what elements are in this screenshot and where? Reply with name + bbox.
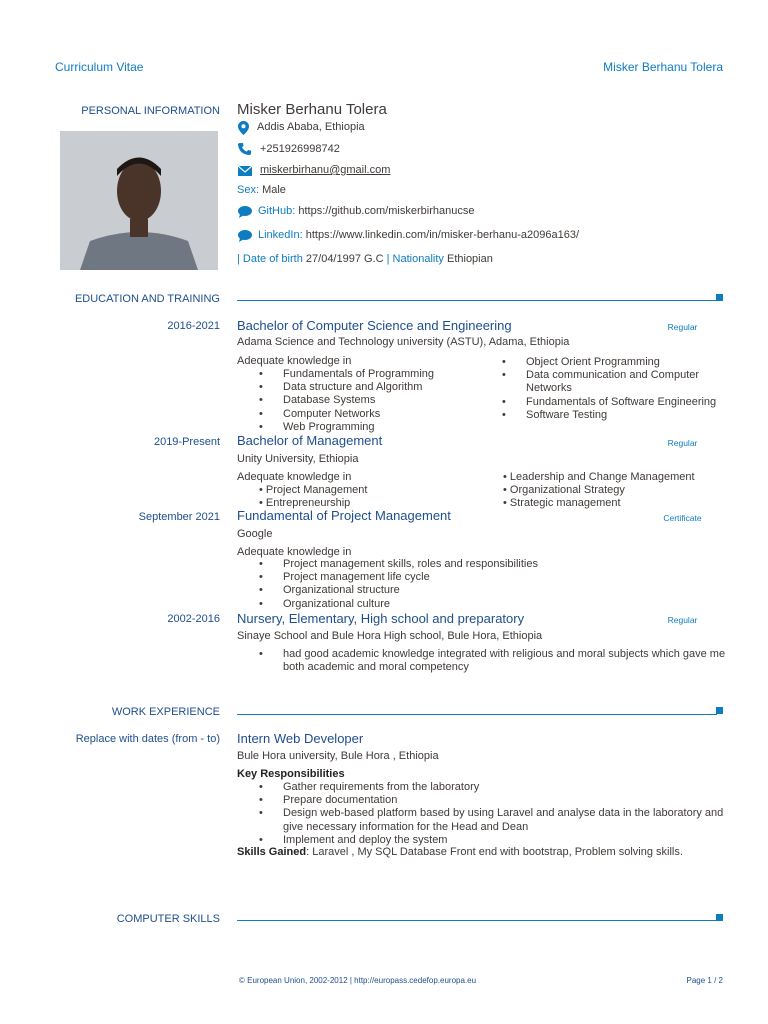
address: Addis Ababa, Ethiopia: [257, 121, 365, 133]
email-link[interactable]: miskerbirhanu@gmail.com: [260, 164, 391, 176]
github-row: [258, 205, 474, 217]
github-label: GitHub:: [258, 205, 296, 217]
divider-marker: [716, 707, 723, 714]
edu-org: Sinaye School and Bule Hora High school, Bule Hora, Ethiopia: [237, 630, 543, 642]
footer-page-number: Page 1 / 2: [686, 976, 723, 985]
list-item: • Gather requirements from the laboratory: [237, 781, 727, 794]
phone: +251926998742: [260, 143, 340, 155]
edu-knowledge-list: [237, 368, 497, 434]
dob-label: | Date of birth: [237, 253, 303, 265]
list-item: • Software Testing: [480, 409, 725, 422]
edu-date: September 2021: [138, 511, 220, 523]
list-item: • Fundamentals of Programming: [237, 368, 497, 381]
sex-value: Male: [262, 184, 286, 196]
section-divider: [237, 714, 717, 715]
skills-gained-label: Skills Gained: [237, 846, 307, 858]
section-divider: [237, 300, 717, 301]
list-item: • Project Management: [259, 484, 368, 496]
edu-org: Adama Science and Technology university (ASTU), Adama, Ethiopia: [237, 336, 570, 348]
edu-title: Fundamental of Project Management: [237, 508, 451, 523]
github-link[interactable]: https://github.com/miskerbirhanucse: [298, 205, 475, 217]
work-org: Bule Hora university, Bule Hora , Ethiopia: [237, 750, 439, 762]
edu-date: 2002-2016: [167, 613, 220, 625]
nationality-value: Ethiopian: [446, 253, 493, 265]
header-left: Curriculum Vitae: [55, 60, 144, 74]
email-icon: [238, 166, 252, 176]
edu-org: Google: [237, 528, 273, 540]
list-item: • Web Programming: [237, 421, 497, 434]
list-item: • Database Systems: [237, 394, 497, 407]
list-item: • Data communication and Computer Networks: [480, 369, 725, 395]
list-item: • Organizational Strategy: [503, 484, 625, 497]
list-item: • Leadership and Change Management: [503, 471, 695, 483]
profile-photo: [60, 131, 218, 270]
work-section-label: WORK EXPERIENCE: [111, 706, 220, 718]
edu-intro: Adequate knowledge in: [237, 471, 352, 483]
edu-knowledge-list: [237, 648, 727, 674]
linkedin-row: [258, 229, 579, 241]
edu-badge: Regular: [667, 615, 698, 625]
list-item: • Object Orient Programming: [480, 356, 725, 369]
sex-row: [237, 184, 286, 196]
edu-knowledge-list-right: [480, 356, 725, 422]
header-right: Misker Berhanu Tolera: [603, 60, 723, 74]
edu-knowledge-list: [259, 484, 459, 510]
section-divider: [237, 920, 717, 921]
list-item: • Entrepreneurship: [259, 497, 351, 510]
edu-title: Nursery, Elementary, High school and preparatory: [237, 611, 525, 626]
list-item: • Project management skills, roles and responsibilities: [237, 558, 657, 571]
list-item: • Strategic management: [503, 497, 621, 510]
work-date: Replace with dates (from - to): [75, 733, 220, 745]
edu-intro: Adequate knowledge in: [237, 355, 352, 367]
location-pin-icon: [238, 121, 249, 135]
phone-icon: [238, 143, 251, 155]
sex-label: Sex:: [237, 184, 260, 196]
responsibilities-label: Key Responsibilities: [237, 768, 345, 780]
footer-copyright: © European Union, 2002-2012 | http://europass.cedefop.europa.eu: [239, 976, 477, 985]
list-item: • Computer Networks: [237, 408, 497, 421]
list-item: • Design web-based platform based by using Laravel and analyse data in the laboratory and give necessary information for the Head and Dean: [237, 807, 727, 833]
skills-gained-value: : Laravel , My SQL Database Front end with bootstrap, Problem solving skills.: [306, 846, 683, 858]
dob-value: 27/04/1997 G.C: [305, 253, 384, 265]
personal-section-label: PERSONAL INFORMATION: [81, 105, 220, 117]
edu-title: Bachelor of Management: [237, 433, 383, 448]
divider-marker: [716, 914, 723, 921]
edu-badge: Regular: [667, 438, 698, 448]
edu-intro: Adequate knowledge in: [237, 546, 352, 558]
edu-title: Bachelor of Computer Science and Engineering: [237, 318, 512, 333]
list-item: • Organizational culture: [237, 598, 657, 611]
edu-org: Unity University, Ethiopia: [237, 453, 359, 465]
chat-bubble-icon: [238, 230, 252, 242]
linkedin-label: LinkedIn:: [258, 229, 303, 241]
list-item: • Fundamentals of Software Engineering: [480, 396, 725, 409]
list-item: • Data structure and Algorithm: [237, 381, 497, 394]
edu-date: 2016-2021: [167, 320, 220, 332]
nationality-label: | Nationality: [386, 253, 444, 265]
person-name: Misker Berhanu Tolera: [237, 101, 387, 118]
computer-section-label: COMPUTER SKILLS: [116, 913, 220, 925]
list-item: • Organizational structure: [237, 584, 657, 597]
list-item: • Project management life cycle: [237, 571, 657, 584]
list-item: • Prepare documentation: [237, 794, 727, 807]
skills-gained-row: [237, 846, 727, 858]
list-item: • Implement and deploy the system: [237, 834, 727, 847]
linkedin-link[interactable]: https://www.linkedin.com/in/misker-berhanu-a2096a163/: [305, 229, 580, 241]
list-item: • had good academic knowledge integrated with religious and moral subjects which gave me both academic and moral competency: [237, 648, 727, 674]
edu-date: 2019-Present: [153, 436, 220, 448]
edu-badge: Certificate: [663, 513, 702, 523]
divider-marker: [716, 294, 723, 301]
education-section-label: EDUCATION AND TRAINING: [74, 293, 220, 305]
work-title: Intern Web Developer: [237, 731, 364, 746]
responsibilities-list: [237, 781, 727, 847]
chat-bubble-icon: [238, 206, 252, 218]
edu-knowledge-list: [237, 558, 657, 611]
edu-badge: Regular: [667, 322, 698, 332]
dob-row: [237, 253, 493, 265]
edu-knowledge-list-right: [503, 471, 733, 511]
